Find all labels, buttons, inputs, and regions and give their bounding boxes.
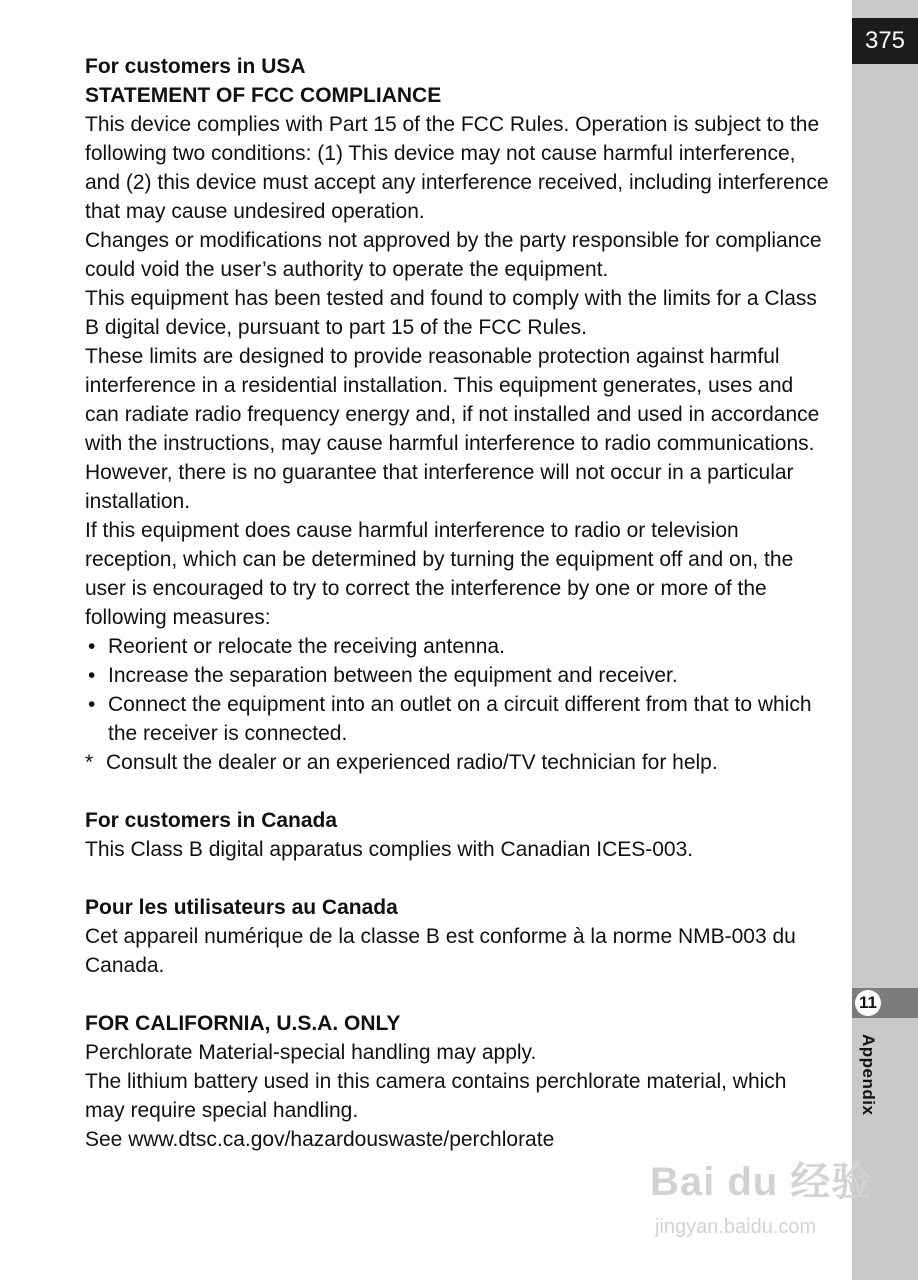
usa-heading: For customers in USA [85, 55, 306, 78]
fcc-statement-heading: STATEMENT OF FCC COMPLIANCE [85, 84, 442, 107]
measure-text: Reorient or relocate the receiving antenna. [108, 635, 505, 658]
bullet-mark: • [88, 664, 96, 687]
document-body [85, 52, 831, 1154]
bullet-mark: • [88, 635, 96, 658]
bullet-mark: • [88, 693, 96, 716]
california-line-1: Perchlorate Material-special handling may apply. [85, 1041, 537, 1064]
measure-text: Increase the separation between the equipment and receiver. [108, 664, 678, 687]
section-gap [85, 777, 831, 806]
watermark-url: jingyan.baidu.com [655, 1216, 817, 1238]
california-url-line[interactable]: See www.dtsc.ca.gov/hazardouswaste/perchlorate [85, 1128, 555, 1151]
fcc-paragraph-4: These limits are designed to provide reasonable protection against harmful interference in a residential installation. This equipment generates, uses and can radiate radio frequency energy and, if not installed and used in accordance with the instructions, may cause harmful interference to radio communications. However, there is no guarantee that interference will not occur in a particular installation. [85, 345, 820, 513]
canada-text: This Class B digital apparatus complies with Canadian ICES-003. [85, 838, 694, 861]
measure-list-item [85, 661, 831, 690]
fcc-paragraph-1: This device complies with Part 15 of the FCC Rules. Operation is subject to the following two conditions: (1) This device may not cause harmful interference, and (2) this device must accept any interference received, including interference that may cause undesired operation. [85, 113, 829, 223]
fcc-paragraph-5: If this equipment does cause harmful interference to radio or television reception, which can be determined by turning the equipment off and on, the user is encouraged to try to correct the interference by one or more of the following measures: [85, 519, 794, 629]
california-heading: FOR CALIFORNIA, U.S.A. ONLY [85, 1012, 401, 1035]
california-line-2: The lithium battery used in this camera contains perchlorate material, which may require special handling. [85, 1070, 787, 1122]
footnote [85, 748, 831, 777]
measure-list-item [85, 690, 831, 748]
footnote-mark: * [85, 751, 94, 774]
page-number: 375 [852, 18, 918, 64]
canada-heading: For customers in Canada [85, 809, 338, 832]
section-gap [85, 980, 831, 1009]
footnote-text: Consult the dealer or an experienced radio/TV technician for help. [106, 751, 718, 774]
fcc-paragraph-3: This equipment has been tested and found to comply with the limits for a Class B digital device, pursuant to part 15 of the FCC Rules. [85, 287, 817, 339]
measure-text: Connect the equipment into an outlet on a circuit different from that to which the receiver is connected. [108, 693, 812, 745]
chapter-number-badge: 11 [855, 990, 881, 1016]
canada-fr-text: Cet appareil numérique de la classe B est conforme à la norme NMB-003 du Canada. [85, 925, 796, 977]
section-gap [85, 864, 831, 893]
chapter-label: Appendix [859, 1034, 878, 1116]
watermark-logo: Bai du 经验 [650, 1160, 873, 1204]
fcc-paragraph-2: Changes or modifications not approved by the party responsible for compliance could void the user’s authority to operate the equipment. [85, 229, 822, 281]
canada-fr-heading: Pour les utilisateurs au Canada [85, 896, 398, 919]
measure-list-item [85, 632, 831, 661]
